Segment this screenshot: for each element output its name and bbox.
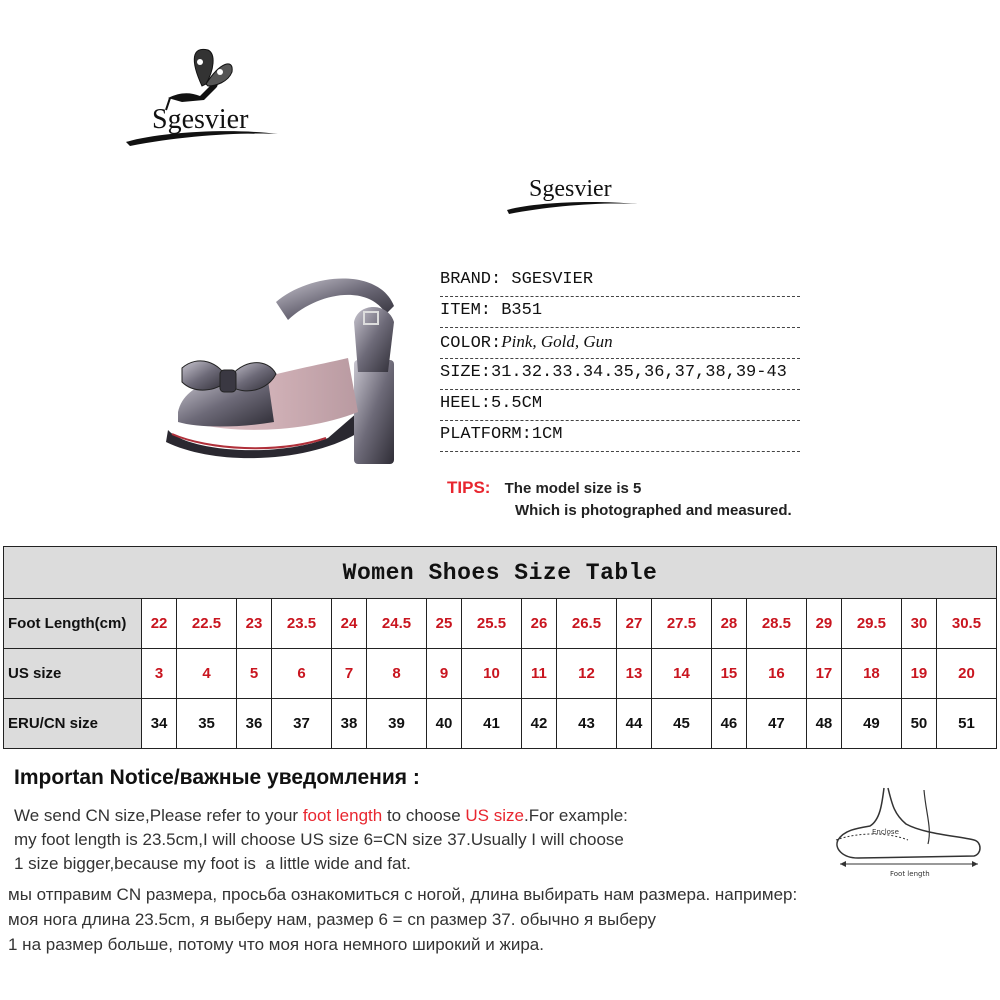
size-cell: 23 — [236, 599, 271, 649]
size-cell: 3 — [142, 649, 177, 699]
size-cell: 18 — [841, 649, 901, 699]
size-cell: 28 — [711, 599, 746, 649]
size-cell: 23.5 — [272, 599, 332, 649]
table-row — [4, 599, 997, 649]
size-cell: 42 — [521, 699, 556, 749]
size-cell: 10 — [462, 649, 522, 699]
size-cell: 27.5 — [652, 599, 712, 649]
tips-label: TIPS: — [447, 478, 491, 497]
size-cell: 36 — [236, 699, 271, 749]
size-cell: 47 — [746, 699, 806, 749]
size-cell: 6 — [272, 649, 332, 699]
spec-platform: PLATFORM:1CM — [440, 421, 800, 452]
spec-color — [440, 328, 800, 359]
tips-block — [447, 478, 867, 519]
size-cell: 35 — [177, 699, 237, 749]
size-cell: 9 — [426, 649, 461, 699]
size-cell: 29 — [806, 599, 841, 649]
notice-english — [14, 804, 774, 876]
size-cell: 25 — [426, 599, 461, 649]
size-cell: 30.5 — [936, 599, 996, 649]
spec-heel: HEEL:5.5CM — [440, 390, 800, 421]
brand-logo-mid — [505, 170, 645, 220]
size-cell: 8 — [367, 649, 427, 699]
size-cell: 41 — [462, 699, 522, 749]
size-cell: 15 — [711, 649, 746, 699]
table-row — [4, 699, 997, 749]
size-cell: 17 — [806, 649, 841, 699]
spec-brand: BRAND: SGESVIER — [440, 266, 800, 297]
size-cell: 20 — [936, 649, 996, 699]
size-cell: 40 — [426, 699, 461, 749]
size-cell: 29.5 — [841, 599, 901, 649]
size-cell: 24 — [331, 599, 366, 649]
size-cell: 46 — [711, 699, 746, 749]
size-cell: 14 — [652, 649, 712, 699]
product-image — [158, 262, 408, 467]
size-cell: 50 — [901, 699, 936, 749]
foot-outline-icon — [828, 784, 990, 880]
size-cell: 5 — [236, 649, 271, 699]
size-table-title: Women Shoes Size Table — [4, 547, 997, 599]
size-cell: 43 — [557, 699, 617, 749]
foot-length-highlight: foot length — [302, 806, 383, 825]
size-cell: 34 — [142, 699, 177, 749]
size-cell: 45 — [652, 699, 712, 749]
row-header: ERU/CN size — [4, 699, 142, 749]
size-cell: 19 — [901, 649, 936, 699]
size-cell: 25.5 — [462, 599, 522, 649]
size-cell: 30 — [901, 599, 936, 649]
size-cell: 7 — [331, 649, 366, 699]
row-header: US size — [4, 649, 142, 699]
size-cell: 13 — [616, 649, 651, 699]
us-size-highlight: US size — [465, 806, 524, 825]
row-header: Foot Length(cm) — [4, 599, 142, 649]
sandal-shoe-icon — [158, 262, 408, 467]
foot-length-label: Foot length — [890, 870, 930, 878]
size-cell: 4 — [177, 649, 237, 699]
size-cell: 28.5 — [746, 599, 806, 649]
size-cell: 22.5 — [177, 599, 237, 649]
size-cell: 38 — [331, 699, 366, 749]
enclose-label: Enclose — [872, 828, 899, 836]
spec-list — [440, 266, 800, 452]
table-row — [4, 649, 997, 699]
spec-size: SIZE:31.32.33.34.35,36,37,38,39-43 — [440, 359, 800, 390]
size-cell: 51 — [936, 699, 996, 749]
brand-logo-top — [120, 40, 290, 160]
notice-en-line-3: 1 size bigger,because my foot is a little wide and fat. — [14, 854, 411, 873]
spec-item: ITEM: B351 — [440, 297, 800, 328]
notice-ru-line-1: мы отправим CN размера, просьба ознакомиться с ногой, длина выбирать нам размера. например: — [8, 885, 798, 904]
size-cell: 39 — [367, 699, 427, 749]
notice-en-line-1 — [14, 804, 774, 828]
butterfly-heel-icon — [120, 40, 290, 160]
notice-en-text: .For example: — [523, 806, 628, 825]
notice-en-text: We send CN size,Please refer to your — [14, 806, 303, 825]
brand-logo-text: Sgesvier — [152, 104, 249, 135]
size-cell: 22 — [142, 599, 177, 649]
size-cell: 44 — [616, 699, 651, 749]
size-cell: 16 — [746, 649, 806, 699]
size-cell: 11 — [521, 649, 556, 699]
spec-color-label: COLOR: — [440, 334, 502, 353]
notice-ru-line-2: моя нога длина 23.5cm, я выберу нам, размер 6 = cn размер 37. обычно я выберу — [8, 910, 656, 929]
tips-line-2: Which is photographed and measured. — [515, 502, 792, 519]
notice-en-line-2: my foot length is 23.5cm,I will choose US size 6=CN size 37.Usually I will choose — [14, 830, 624, 849]
size-table — [3, 546, 997, 749]
notice-russian — [8, 882, 988, 957]
tips-line-1: The model size is 5 — [504, 480, 642, 497]
size-cell: 48 — [806, 699, 841, 749]
size-cell: 27 — [616, 599, 651, 649]
notice-ru-line-3: 1 на размер больше, потому что моя нога немного широкий и жира. — [8, 935, 544, 954]
size-cell: 49 — [841, 699, 901, 749]
notice-en-text: to choose — [382, 806, 466, 825]
brand-logo-mid-text: Sgesvier — [529, 176, 612, 202]
spec-color-value: Pink, Gold, Gun — [501, 332, 613, 351]
size-cell: 26 — [521, 599, 556, 649]
size-cell: 24.5 — [367, 599, 427, 649]
size-cell: 26.5 — [557, 599, 617, 649]
notice-title: Importan Notice/важные уведомления : — [14, 766, 420, 789]
size-cell: 12 — [557, 649, 617, 699]
foot-measure-diagram — [828, 784, 990, 880]
size-cell: 37 — [272, 699, 332, 749]
